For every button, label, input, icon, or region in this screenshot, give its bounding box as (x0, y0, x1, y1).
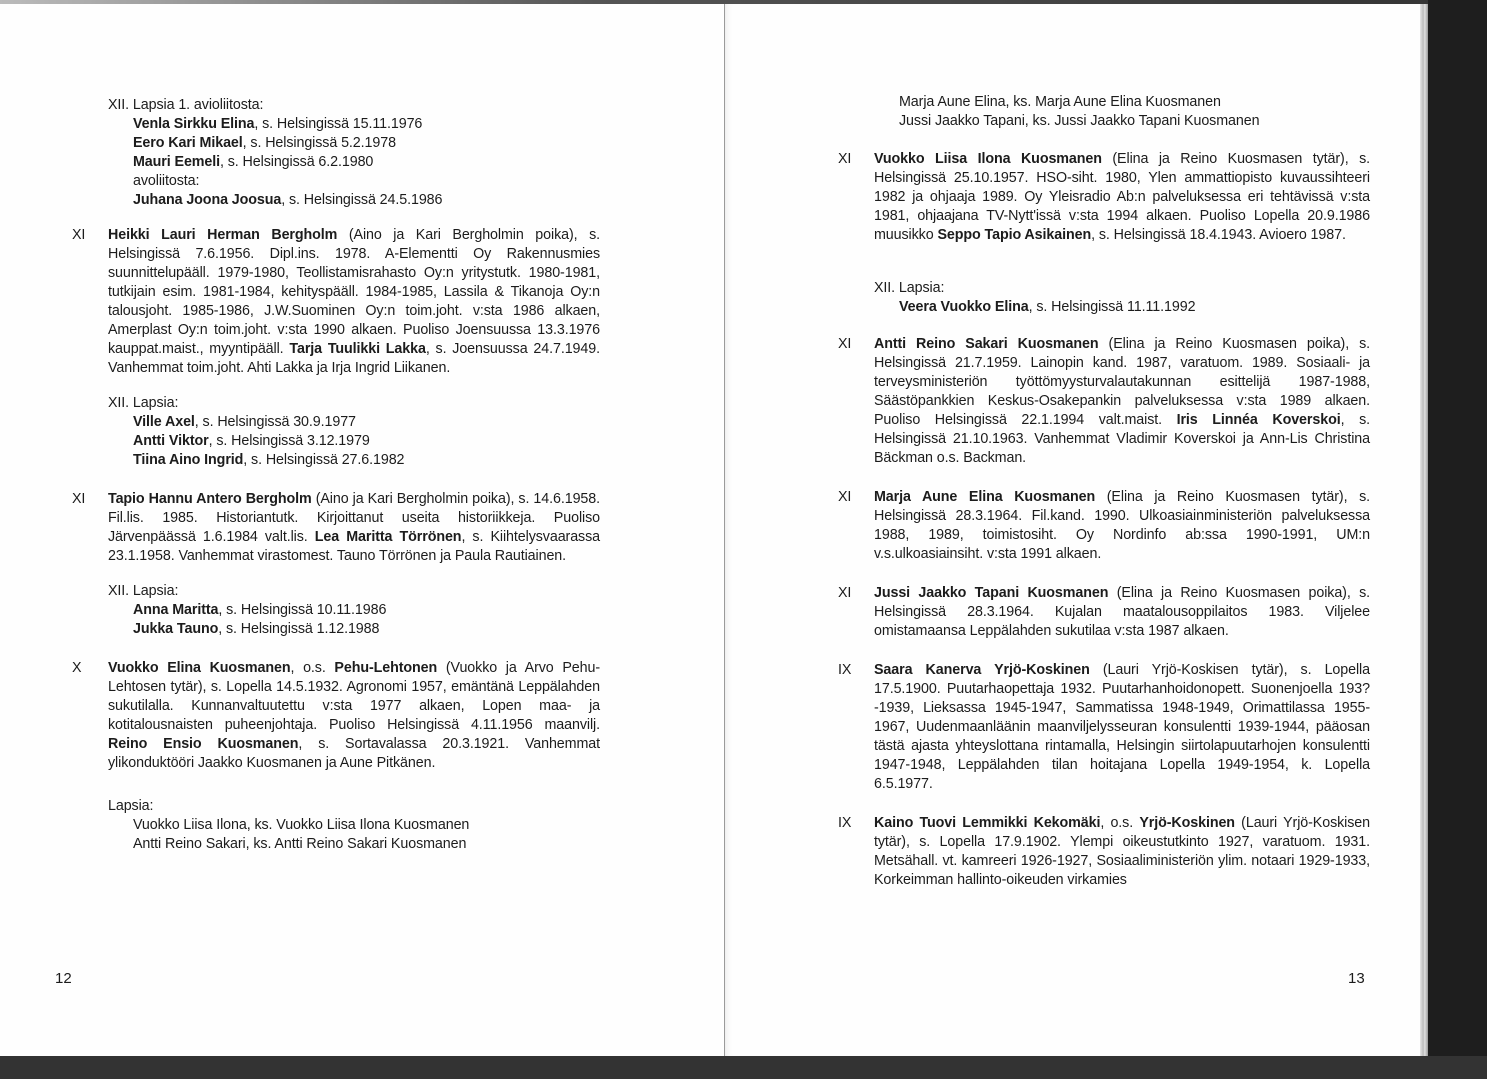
entry-text (874, 661, 1370, 794)
child-details: , s. Helsingissä 30.9.1977 (194, 414, 356, 430)
generation-marker: X (72, 660, 82, 676)
entry-body: , o.s. (290, 660, 335, 676)
person-name: Tapio Hannu Antero Bergholm (108, 491, 312, 507)
children-heading: Lapsia: (108, 798, 154, 814)
child-name: Veera Vuokko Elina (899, 299, 1029, 315)
entry-text (874, 814, 1370, 890)
children-list (72, 394, 600, 470)
child-details: , s. Helsingissä 10.11.1986 (218, 602, 387, 618)
entry-body: (Aino ja Kari Bergholmin poika), s. Helsingissä 7.6.1956. Dipl.ins. 1978. A-Elementti Oy Rakennusmies suunnittelupääll. 1979-1980, Teollistamisrahasto Oy:n yritystutk. 1980-1981, tutkijain esim. 1981-1984, kehityspääll. 1984-1985, Lassila & Tikanoja Oy:n talousjoht. 1985-1986, J.W.Suominen Oy:n toim.joht. v:sta 1986 alkaen, Amerplast Oy:n toim.joht. v:sta 1990 alkaen. Puoliso Joensuussa 13.3.1976 kauppat.maist., myyntipääll. (108, 227, 600, 357)
person-name: Saara Kanerva Yrjö-Koskinen (874, 662, 1090, 678)
person-entry (72, 490, 600, 566)
entry-text (874, 150, 1370, 245)
entry-body: , o.s. (1100, 815, 1140, 831)
children-heading: XII. Lapsia: (874, 280, 945, 296)
entry-text (874, 584, 1370, 641)
child-item (108, 191, 600, 210)
children-heading: XII. Lapsia 1. avioliitosta: (108, 97, 264, 113)
child-name: Mauri Eemeli (133, 154, 220, 170)
person-entry (838, 584, 1370, 641)
entry-text (108, 659, 600, 773)
children-list (72, 797, 600, 854)
person-entry (838, 814, 1370, 890)
child-name: Juhana Joona Joosua (133, 192, 282, 208)
generation-marker: XI (838, 336, 852, 352)
child-name: Anna Maritta (133, 602, 219, 618)
entry-body: (Elina ja Reino Kuosmasen poika), s. Helsingissä 21.7.1959. Lainopin kand. 1987, varatuom. 1989. Sosiaali- ja terveysministeriön työttömyysturvalautakunnan esittelijä 1987-1988, Säästöpankkien Keskus-Osakepankin palveluksessa v:sta 1989 alkaen. Puoliso Helsingissä 22.1.1994 valt.maist. (874, 336, 1371, 428)
children-subheading: avoliitosta: (133, 173, 200, 189)
page-edge (1420, 4, 1428, 1056)
children-heading: XII. Lapsia: (108, 395, 179, 411)
child-details: , s. Helsingissä 1.12.1988 (218, 621, 380, 637)
person-name: Kaino Tuovi Lemmikki Kekomäki (874, 815, 1101, 831)
spouse-name: Iris Linnéa Koverskoi (1176, 412, 1341, 428)
generation-marker: IX (838, 662, 852, 678)
entry-text (108, 226, 600, 378)
generation-marker: XI (838, 585, 852, 601)
person-name: Vuokko Liisa Ilona Kuosmanen (874, 151, 1102, 167)
person-name: Heikki Lauri Herman Bergholm (108, 227, 338, 243)
page-number-right: 13 (1348, 970, 1365, 987)
child-details: , s. Helsingissä 24.5.1986 (281, 192, 443, 208)
person-name: Antti Reino Sakari Kuosmanen (874, 336, 1099, 352)
person-entry (838, 661, 1370, 794)
child-name: Tiina Aino Ingrid (133, 452, 244, 468)
children-list (72, 582, 600, 639)
spouse-name: Seppo Tapio Asikainen (937, 227, 1092, 243)
entry-body: (Elina ja Reino Kuosmasen poika), s. Helsingissä 28.3.1964. Kujalan maatalousoppilaitos 1983. Viljelee omistamaansa Leppälahden sukutilaa v:sta 1987 alkaen. (874, 585, 1371, 639)
child-item (108, 115, 600, 134)
entry-text (874, 335, 1370, 468)
person-name: Vuokko Elina Kuosmanen (108, 660, 291, 676)
child-item (108, 153, 600, 172)
generation-marker: XI (838, 151, 852, 167)
child-reference: Marja Aune Elina, ks. Marja Aune Elina Kuosmanen (899, 94, 1221, 110)
child-item (108, 413, 600, 432)
child-details: , s. Helsingissä 5.2.1978 (242, 135, 396, 151)
generation-marker: IX (838, 815, 852, 831)
spouse-name: Lea Maritta Törrönen (314, 529, 462, 545)
left-page-content (72, 96, 600, 854)
child-name: Jukka Tauno (133, 621, 219, 637)
entry-body: (Aino ja Kari Bergholmin poika), s. 14.6.1958. Fil.lis. 1985. Historiantutk. Kirjoittanut useita historiikkeja. Puoliso Järvenpäässä 1.6.1984 valt.lis. (108, 491, 600, 545)
child-item (108, 432, 600, 451)
entry-body: , s. Kiihtelysvaarassa 23.1.1958. Vanhemmat virastomest. Tauno Törrönen ja Paula Rautiainen. (108, 529, 601, 564)
person-name: Jussi Jaakko Tapani Kuosmanen (874, 585, 1109, 601)
child-name: Antti Viktor (133, 433, 209, 449)
child-item (108, 451, 600, 470)
person-entry (72, 659, 600, 773)
generation-marker: XI (72, 227, 86, 243)
maiden-name: Yrjö-Koskinen (1139, 815, 1235, 831)
generation-marker: XI (838, 489, 852, 505)
person-entry (72, 226, 600, 378)
page-number-left: 12 (55, 970, 72, 987)
children-heading: XII. Lapsia: (108, 583, 179, 599)
entry-body: (Elina ja Reino Kuosmasen tytär), s. Helsingissä 25.10.1957. HSO-siht. 1980, Ylen ammattiopisto kuvaussihteeri 1982 ja ohjaaja 1989. Oy Yleisradio Ab:n palveluksessa eri tehtävissä v:sta 1981, ohjaajana TV-Nytt'issä v:sta 1994 alkaen. Puoliso Lopella 20.9.1986 muusikko (874, 151, 1370, 243)
scan-background-bottom (0, 1056, 1487, 1079)
child-details: , s. Helsingissä 15.11.1976 (254, 116, 423, 132)
entry-body: , s. Helsingissä 18.4.1943. Avioero 1987. (1091, 227, 1346, 243)
person-entry (838, 150, 1370, 245)
child-details: , s. Helsingissä 6.2.1980 (220, 154, 374, 170)
child-details: , s. Helsingissä 3.12.1979 (208, 433, 370, 449)
child-details: , s. Helsingissä 27.6.1982 (243, 452, 405, 468)
children-list-continued (838, 93, 1370, 131)
children-list (72, 96, 600, 210)
entry-body: (Vuokko ja Arvo Pehu-Lehtosen tytär), s. Lopella 14.5.1932. Agronomi 1957, emäntänä Leppälahden sukutilalla. Kunnanvaltuutettu v:sta 1977 alkaen, Lopen maa- ja kotitalousnaisten puheenjohtaja. Puoliso Helsingissä 4.11.1956 maanvilj. (108, 660, 600, 733)
spouse-name: Tarja Tuulikki Lakka (289, 341, 426, 357)
child-item (874, 298, 1370, 317)
child-item (108, 601, 600, 620)
entry-text (108, 490, 600, 566)
entry-body: (Lauri Yrjö-Koskisen tytär), s. Lopella 17.5.1900. Puutarhaopettaja 1932. Puutarhanhoidonopett. Suonenjoella 193?-1939, Lieksassa 1945-1947, Sammatissa 1948-1949, Orimattilassa 1955-1967, Uudenmaanläänin maanviljelysseuran konsulentti 1939-1944, pääosan tästä ajasta yhteyslottana rintamalla, Helsingin siirtolapuutarhojen konsulentti 1947-1948, Leppälahden tilan hoitajana Lopella 1949-1954, k. Lopella 6.5.1977. (874, 662, 1370, 792)
generation-marker: XI (72, 491, 86, 507)
scan-background-right (1428, 0, 1487, 1079)
child-item (108, 134, 600, 153)
children-list (838, 279, 1370, 317)
person-name: Marja Aune Elina Kuosmanen (874, 489, 1096, 505)
right-page-content (838, 93, 1370, 890)
entry-body: , s. Helsingissä 21.10.1963. Vanhemmat Vladimir Koverskoi ja Ann-Lis Christina Bäckman o.s. Backman. (874, 412, 1370, 466)
entry-body: , s. Sortavalassa 20.3.1921. Vanhemmat ylikonduktööri Jaakko Kuosmanen ja Aune Pitkänen. (108, 736, 600, 771)
child-reference: Vuokko Liisa Ilona, ks. Vuokko Liisa Ilona Kuosmanen (133, 817, 470, 833)
entry-body: , s. Joensuussa 24.7.1949. Vanhemmat toim.joht. Ahti Lakka ja Irja Ingrid Liikanen. (108, 341, 600, 376)
entry-body: (Elina ja Reino Kuosmasen tytär), s. Helsingissä 28.3.1964. Fil.kand. 1990. Ulkoasiainministeriön palveluksessa 1988, 1989, toimistosiht. Oy Nordinfo ab:ssa 1990-1991, UM:n v.s.ulkoasiainsiht. v:sta 1991 alkaen. (874, 489, 1370, 562)
entry-text (874, 488, 1370, 564)
person-entry (838, 488, 1370, 564)
child-name: Ville Axel (133, 414, 195, 430)
entry-body: (Lauri Yrjö-Koskisen tytär), s. Lopella 17.9.1902. Ylempi oikeustutkinto 1927, varatuom. 1931. Metsähall. vt. kamreeri 1926-1927, Sosiaaliministeriön ylim. notaari 1929-1933, Korkeimman hallinto-oikeuden virkamies (874, 815, 1370, 888)
person-entry (838, 335, 1370, 468)
maiden-name: Pehu-Lehtonen (334, 660, 438, 676)
child-reference: Jussi Jaakko Tapani, ks. Jussi Jaakko Tapani Kuosmanen (899, 113, 1260, 129)
child-name: Venla Sirkku Elina (133, 116, 255, 132)
child-item (108, 620, 600, 639)
child-reference: Antti Reino Sakari, ks. Antti Reino Sakari Kuosmanen (133, 836, 467, 852)
child-details: , s. Helsingissä 11.11.1992 (1028, 299, 1196, 315)
spouse-name: Reino Ensio Kuosmanen (108, 736, 299, 752)
child-name: Eero Kari Mikael (133, 135, 243, 151)
